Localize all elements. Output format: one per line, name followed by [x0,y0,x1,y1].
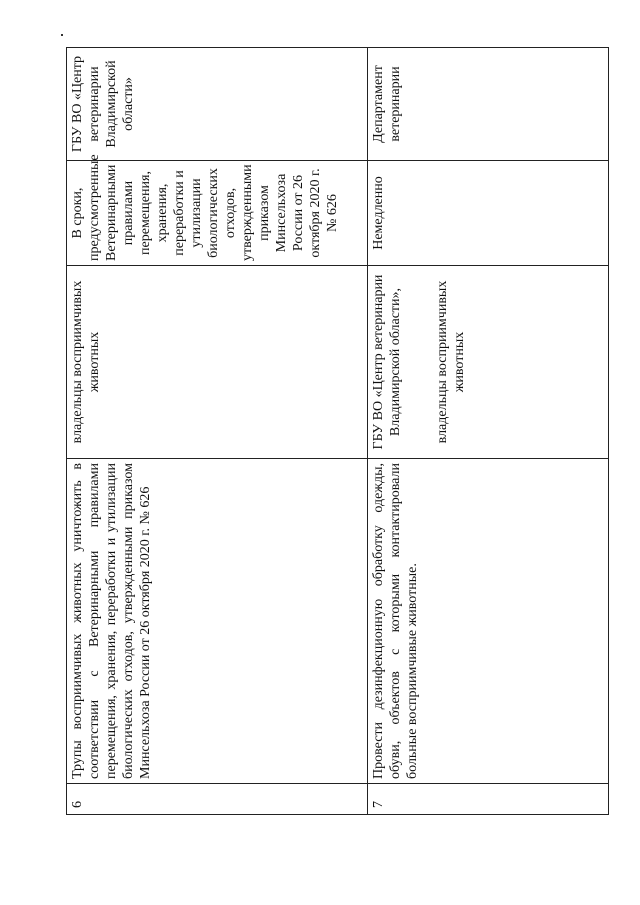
executor-cell [368,266,609,459]
table-row [67,48,368,815]
rotated-table-wrapper [66,55,602,815]
executor-cell [67,266,368,459]
responsible-cell: Департамент ветеринарии [368,48,609,161]
executor-text: владельцы восприимчивых животных [70,280,102,444]
scan-dot [61,34,63,36]
term-cell: В сроки, предусмотренные Ветеринарными правилами перемещения, хранения, переработки и утилизации биологических отходов, утвержденными приказом Минсельхоза России от 26 октября 2020 г. № 626 [67,161,368,266]
table-row [368,48,609,815]
responsible-cell: ГБУ ВО «Центр ветеринарии Владимирской области» [67,48,368,161]
action-cell: Трупы восприимчивых животных уничтожить в соответствии с Ветеринарными правилами перемещения, хранения, переработки и утилизации биологических отходов, утвержденными приказом Минсельхоза России от 26 октября 2020 г. № 626 [67,459,368,784]
row-number: 6 [67,784,368,815]
action-cell: Провести дезинфекционную обработку одежды, обуви, объектов с которыми контактировали больные восприимчивые животные. [368,459,609,784]
measures-table [66,47,609,815]
row-number: 7 [368,784,609,815]
executor-text: ГБУ ВО «Центр ветеринарии Владимирской области», [371,274,403,450]
executor-text-owners: владельцы восприимчивых животных [435,280,467,444]
term-cell: Немедленно [368,161,609,266]
